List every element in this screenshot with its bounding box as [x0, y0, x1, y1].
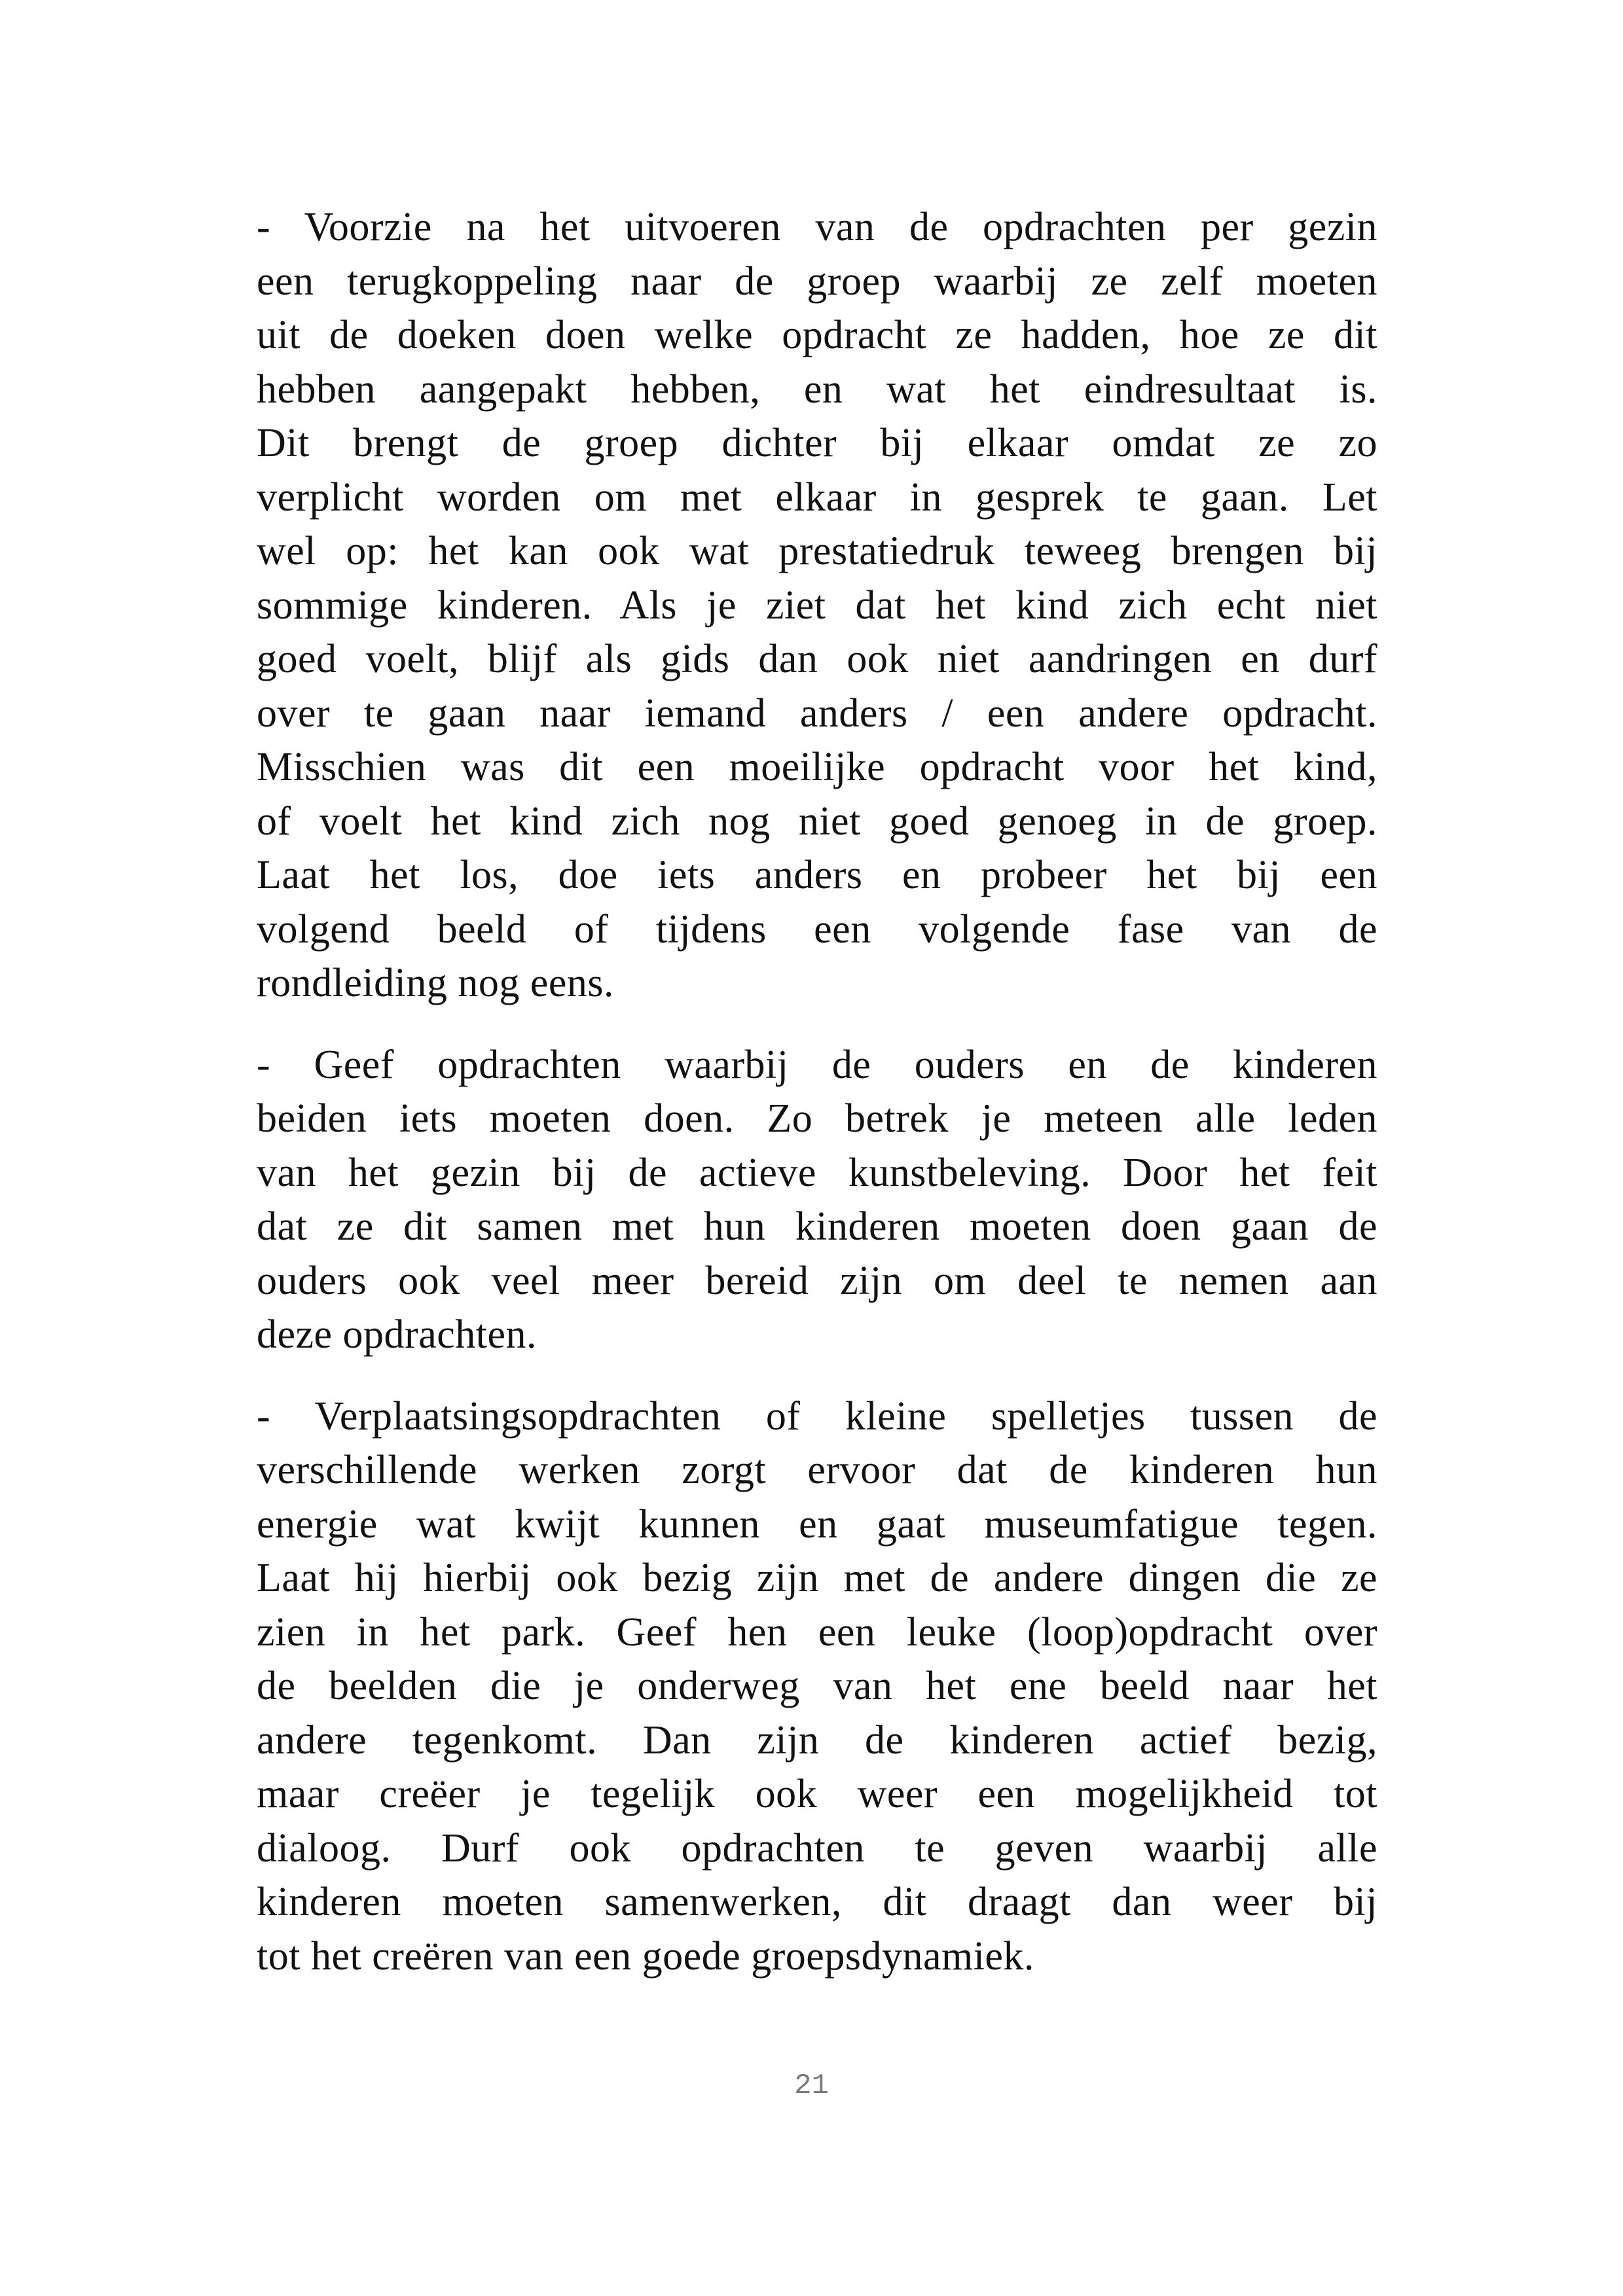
text-line: van het gezin bij de actieve kunstbeleving. Door het feit: [257, 1150, 1377, 1195]
text-line: dat ze dit samen met hun kinderen moeten doen gaan de: [257, 1204, 1377, 1249]
paragraph-movement-tip: [257, 1390, 1377, 1984]
text-line: Laat het los, doe iets anders en probeer het bij een: [257, 853, 1377, 897]
paragraph-parents-children-tip: [257, 1038, 1377, 1362]
text-line: - Verplaatsingsopdrachten of kleine spelletjes tussen de: [257, 1393, 1377, 1439]
body-text: [257, 200, 1377, 2011]
text-line: kinderen moeten samenwerken, dit draagt dan weer bij: [257, 1880, 1377, 1924]
text-line: over te gaan naar iemand anders / een andere opdracht.: [257, 691, 1377, 736]
text-line: volgend beeld of tijdens een volgende fase van de: [257, 906, 1377, 952]
page-number: 21: [794, 2070, 829, 2102]
paragraph-feedback-tip: [257, 200, 1377, 1011]
text-line: sommige kinderen. Als je ziet dat het kind zich echt niet: [257, 583, 1377, 628]
text-line: een terugkoppeling naar de groep waarbij ze zelf moeten: [257, 259, 1377, 304]
text-line: verschillende werken zorgt ervoor dat de kinderen hun: [257, 1448, 1377, 1492]
text-line: zien in het park. Geef hen een leuke (loop)opdracht over: [257, 1609, 1377, 1655]
text-line: tot het creëren van een goede groepsdynamiek.: [257, 1933, 1034, 1979]
text-line: goed voelt, blijf als gids dan ook niet aandringen en durf: [257, 637, 1377, 681]
text-line: wel op: het kan ook wat prestatiedruk teweeg brengen bij: [257, 529, 1377, 573]
text-line: Misschien was dit een moeilijke opdracht voor het kind,: [257, 745, 1377, 789]
text-line: de beelden die je onderweg van het ene beeld naar het: [257, 1664, 1377, 1708]
text-line: hebben aangepakt hebben, en wat het eindresultaat is.: [257, 367, 1377, 412]
text-line: dialoog. Durf ook opdrachten te geven waarbij alle: [257, 1825, 1377, 1871]
text-line: energie wat kwijt kunnen en gaat museumfatigue tegen.: [257, 1501, 1377, 1547]
text-line: - Voorzie na het uitvoeren van de opdrachten per gezin: [257, 205, 1377, 249]
text-line: Laat hij hierbij ook bezig zijn met de andere dingen die ze: [257, 1556, 1377, 1600]
text-line: maar creëer je tegelijk ook weer een mogelijkheid tot: [257, 1772, 1377, 1816]
text-line: - Geef opdrachten waarbij de ouders en de kinderen: [257, 1042, 1377, 1087]
text-line: of voelt het kind zich nog niet goed genoeg in de groep.: [257, 798, 1377, 844]
text-line: andere tegenkomt. Dan zijn de kinderen actief bezig,: [257, 1717, 1377, 1763]
text-line: verplicht worden om met elkaar in gesprek te gaan. Let: [257, 475, 1377, 520]
text-line: rondleiding nog eens.: [257, 961, 615, 1005]
text-line: deze opdrachten.: [257, 1312, 537, 1357]
text-line: Dit brengt de groep dichter bij elkaar omdat ze zo: [257, 421, 1377, 465]
text-line: uit de doeken doen welke opdracht ze hadden, hoe ze dit: [257, 313, 1377, 357]
text-line: beiden iets moeten doen. Zo betrek je meteen alle leden: [257, 1096, 1377, 1141]
text-line: ouders ook veel meer bereid zijn om deel te nemen aan: [257, 1258, 1377, 1303]
